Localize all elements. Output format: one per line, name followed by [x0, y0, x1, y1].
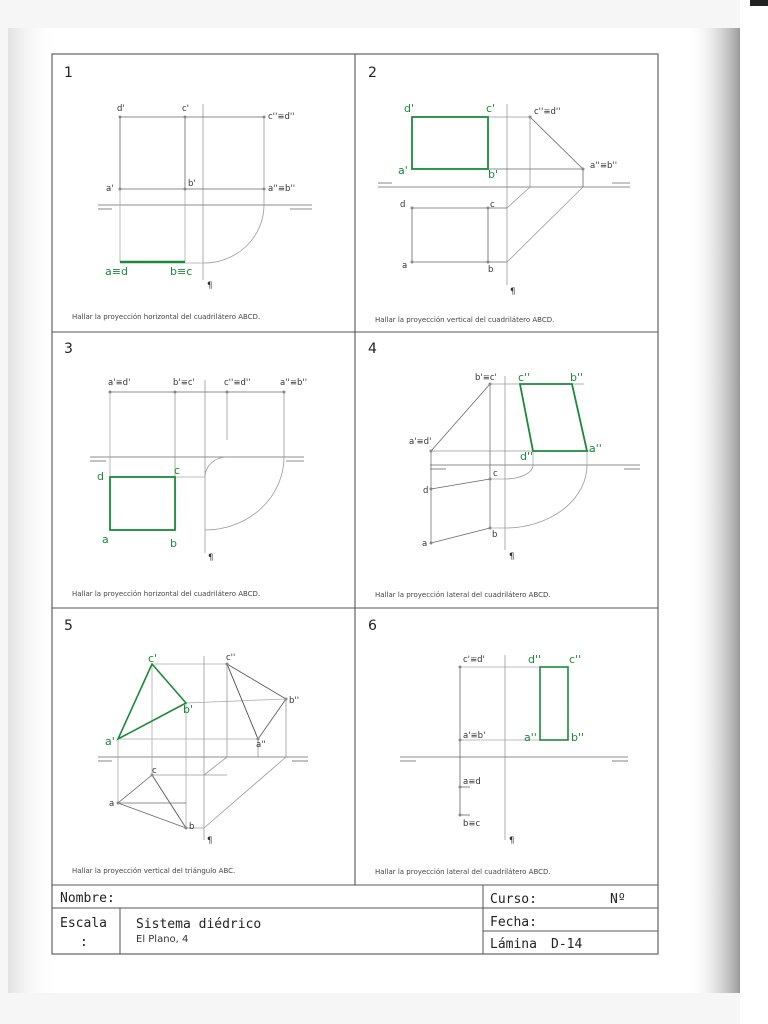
label-c: c	[174, 464, 181, 477]
label-c1: c'	[148, 652, 158, 665]
paragraph-mark: ¶	[509, 552, 515, 562]
label-b1: b'	[183, 703, 194, 716]
label-b: b	[492, 530, 498, 540]
sheet-subtitle: El Plano, 4	[136, 934, 189, 945]
label-c: c	[490, 200, 495, 210]
label-c1: c'	[486, 102, 496, 115]
escala-label: Escala	[60, 916, 107, 931]
lamina-value: D-14	[551, 937, 583, 952]
exercise-caption: Hallar la proyección lateral del cuadrilátero ABCD.	[375, 868, 551, 876]
exercise-caption: Hallar la proyección vertical del triángulo ABC.	[72, 867, 236, 875]
label-ad: a≡d	[463, 777, 481, 787]
label-c3: c''	[226, 653, 236, 663]
label-c: c	[493, 469, 498, 479]
label-a3: a''	[524, 731, 537, 744]
label-d: d	[423, 486, 429, 496]
label-d: d	[97, 470, 104, 483]
label-bc1: b'≡c'	[475, 373, 497, 383]
label-d3: d''	[528, 653, 542, 666]
label-b: b	[189, 822, 195, 832]
label-ad: a≡d	[105, 265, 128, 278]
label-d3: d''	[520, 450, 534, 463]
label-c3: c''	[518, 371, 531, 384]
label-bc1: b'≡c'	[173, 378, 195, 388]
exercise-caption: Hallar la proyección vertical del cuadrilátero ABCD.	[375, 316, 555, 324]
label-a1: a'	[105, 735, 115, 748]
exercise-caption: Hallar la proyección lateral del cuadrilátero ABCD.	[375, 591, 551, 599]
paragraph-mark: ¶	[510, 287, 516, 297]
label-cd3: c''≡d''	[534, 107, 561, 117]
label-d1: d'	[117, 104, 125, 114]
label-a1: a'	[106, 184, 114, 194]
label-ab3: a''≡b''	[280, 378, 308, 388]
exercise-caption: Hallar la proyección horizontal del cuadrilátero ABCD.	[72, 590, 261, 598]
label-b3: b''	[570, 371, 584, 384]
label-bc: b≡c	[170, 265, 193, 278]
exercise-number: 6	[368, 618, 377, 634]
label-ab3: a''≡b''	[268, 184, 296, 194]
exercise-number: 5	[64, 618, 73, 634]
paragraph-mark: ¶	[509, 836, 515, 846]
exercise-caption: Hallar la proyección horizontal del cuadrilátero ABCD.	[72, 313, 261, 321]
label-a3: a''	[256, 740, 266, 750]
label-c1: c'	[182, 104, 190, 114]
label-ad1: a'≡d'	[409, 437, 432, 447]
paragraph-mark: ¶	[207, 836, 213, 846]
sheet-title: Sistema diédrico	[136, 917, 262, 932]
label-b: b	[488, 265, 494, 275]
label-b1: b'	[188, 179, 196, 189]
label-ad1: a'≡d'	[108, 378, 131, 388]
label-b3: b''	[289, 696, 300, 706]
numero-label: Nº	[610, 892, 626, 907]
label-d1: d'	[404, 102, 415, 115]
label-c: c	[152, 766, 157, 776]
label-ab3: a''≡b''	[590, 161, 618, 171]
label-b3: b''	[571, 731, 585, 744]
label-b1: b'	[488, 168, 499, 181]
escala-value: :	[80, 935, 88, 950]
curso-label: Curso:	[490, 892, 537, 907]
paragraph-mark: ¶	[208, 553, 214, 563]
label-a: a	[422, 539, 428, 549]
label-a: a	[402, 261, 408, 271]
exercise-number: 4	[368, 341, 377, 357]
exercise-number: 1	[64, 65, 73, 81]
fecha-label: Fecha:	[490, 915, 537, 930]
label-a: a	[109, 799, 115, 809]
label-cd1: c'≡d'	[463, 655, 485, 665]
label-ab1: a'≡b'	[463, 731, 486, 741]
exercise-number: 2	[368, 65, 377, 81]
label-a3: a''	[589, 442, 602, 455]
label-bc: b≡c	[463, 819, 481, 829]
label-cd3: c''≡d''	[268, 112, 295, 122]
exercise-number: 3	[64, 341, 73, 357]
label-a1: a'	[398, 164, 408, 177]
nombre-label: Nombre:	[60, 891, 115, 906]
label-b: b	[170, 537, 177, 550]
label-cd3: c''≡d''	[224, 378, 251, 388]
label-d: d	[400, 200, 406, 210]
lamina-label: Lámina	[490, 937, 537, 952]
label-c3: c''	[569, 653, 582, 666]
paragraph-mark: ¶	[207, 281, 213, 291]
label-a: a	[102, 533, 109, 546]
